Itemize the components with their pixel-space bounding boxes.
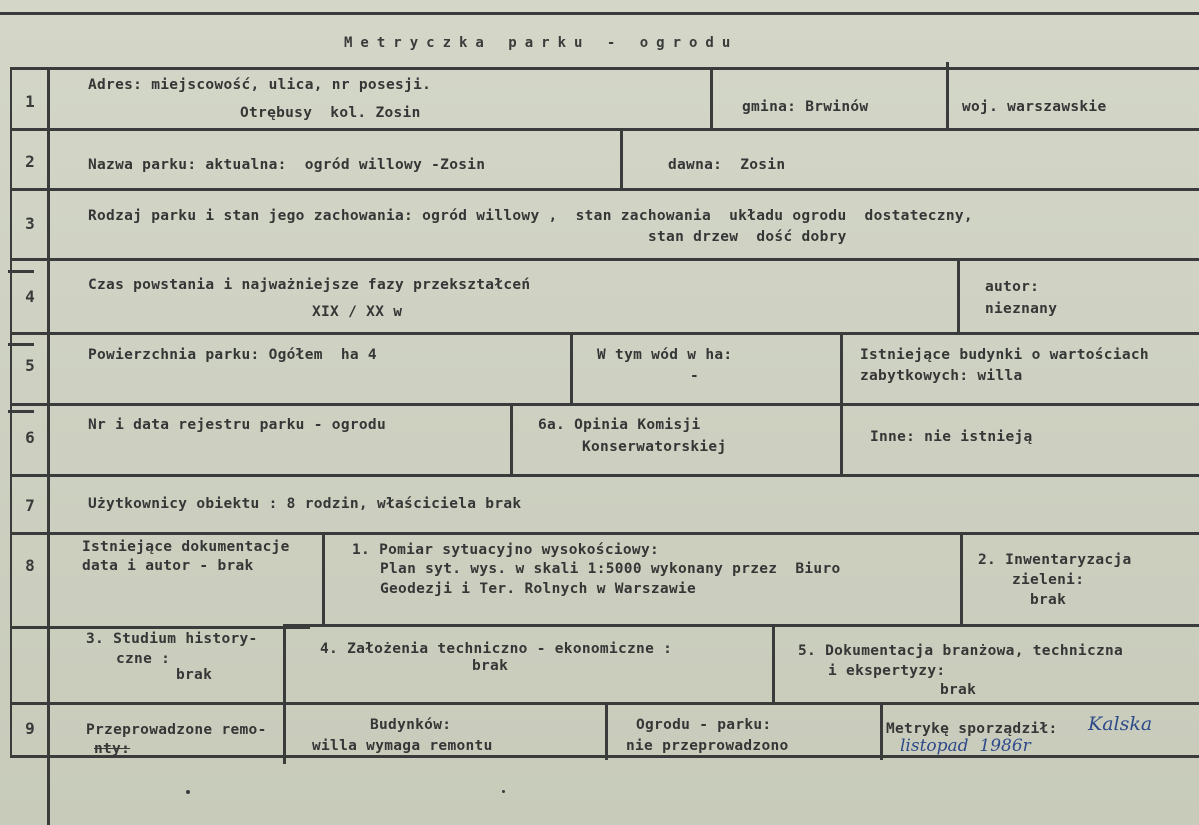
survey-line2: Plan syt. wys. w skali 1:5000 wykonany przez Biuro [380,561,841,577]
park-type-line1: Rodzaj parku i stan jego zachowania: ogród willowy , stan zachowania układu ogrodu dostateczny, [88,208,973,224]
row-number: 9 [25,719,35,738]
garden-renov-value: nie przeprowadzono [626,738,789,754]
document-title: Metryczka parku - ogrodu [344,35,739,51]
author-label: autor: [985,279,1040,295]
address-label: Adres: miejscowość, ulica, nr posesji. [88,77,432,93]
rule-row5-top [10,332,1199,335]
rule-row8-mid-b [10,626,310,629]
water-value: - [690,368,700,384]
creation-label: Czas powstania i najważniejsze fazy przekształceń [88,277,531,293]
row5-divider-a [570,332,573,405]
study-line3: brak [176,667,213,683]
branch-line2: i ekspertyzy: [828,663,946,679]
tech-line1: 4. Założenia techniczno - ekonomiczne : [320,641,673,657]
rule-row2-top [10,128,1199,131]
row8-divider-d [772,624,775,704]
row-number: 1 [25,92,35,111]
branch-line1: 5. Dokumentacja branżowa, techniczna [798,643,1124,659]
buildings-line1: Istniejące budynki o wartościach [860,347,1149,363]
gmina-field: gmina: Brwinów [742,99,869,115]
docs-line2: data i autor - brak [82,558,254,574]
row6-divider [510,403,513,476]
row9-divider-a [605,702,608,760]
garden-renov-label: Ogrodu - parku: [636,717,772,733]
park-name-former: dawna: Zosin [668,157,786,173]
handwritten-signature: Kalska [1088,713,1153,735]
study-line2: czne : [116,651,171,667]
inventory-line2: zieleni: [1012,572,1085,588]
opinion-line1: 6a. Opinia Komisji [538,417,701,433]
renovations-line1: Przeprowadzone remo- [86,722,267,738]
rule-row6-top [10,403,1199,406]
inventory-line1: 2. Inwentaryzacja [978,552,1132,568]
buildings-renov-label: Budynków: [370,717,452,733]
rule-row8-mid-c [770,624,1199,627]
row-number: 5 [25,356,35,375]
row4-divider [957,258,960,334]
row8-divider-b [960,532,963,626]
creation-value: XIX / XX w [312,304,403,320]
register-label: Nr i data rejestru parku - ogrodu [88,417,386,433]
row-number: 2 [25,152,35,171]
users-field: Użytkownicy obiektu : 8 rodzin, właściciela brak [88,496,522,512]
row1-divider-b [946,62,949,130]
opinion-line2: Konserwatorskiej [582,439,727,455]
row-number: 7 [25,496,35,515]
area-field: Powierzchnia parku: Ogółem ha 4 [88,347,377,363]
renovations-line2: nty: [94,741,131,757]
park-name-current: Nazwa parku: aktualna: ogród willowy -Zosin [88,157,486,173]
voivodeship-field: woj. warszawskie [962,99,1107,115]
made-by-label: Metrykę sporządził: [886,721,1058,737]
rule-row1-top [10,67,1199,70]
branch-line3: brak [940,682,977,698]
buildings-line2: zabytkowych: willa [860,368,1023,384]
row1-divider-a [710,67,713,130]
row-number: 4 [25,287,35,306]
row5-divider-b [840,332,843,474]
ink-speck [186,790,190,794]
row8-divider-a [322,532,325,626]
row9-divider-b [880,702,883,760]
inventory-line3: brak [1030,592,1067,608]
row-number: 6 [25,428,35,447]
survey-line3: Geodezji i Ter. Rolnych w Warszawie [380,581,697,597]
docs-line1: Istniejące dokumentacje [82,539,290,555]
buildings-renov-value: willa wymaga remontu [312,738,493,754]
rule-row4-top [10,258,1199,261]
survey-line1: 1. Pomiar sytuacyjno wysokościowy: [352,542,660,558]
row8-divider-c [283,624,286,764]
rule-row3-top [10,188,1199,191]
row-number: 3 [25,214,35,233]
handwritten-date: listopad 1986r [900,736,1031,756]
rule-row7-top [10,474,1199,477]
row2-divider [620,128,623,190]
other-field: Inne: nie istnieją [870,429,1033,445]
rule-top [0,12,1199,15]
water-label: W tym wód w ha: [597,347,733,363]
row-number: 8 [25,556,35,575]
author-value: nieznany [985,301,1058,317]
address-value: Otrębusy kol. Zosin [240,105,421,121]
park-type-line2: stan drzew dość dobry [648,229,847,245]
study-line1: 3. Studium history- [86,631,258,647]
tech-line2: brak [472,658,509,674]
rule-row8-top [10,532,1199,535]
ink-speck [502,790,505,793]
